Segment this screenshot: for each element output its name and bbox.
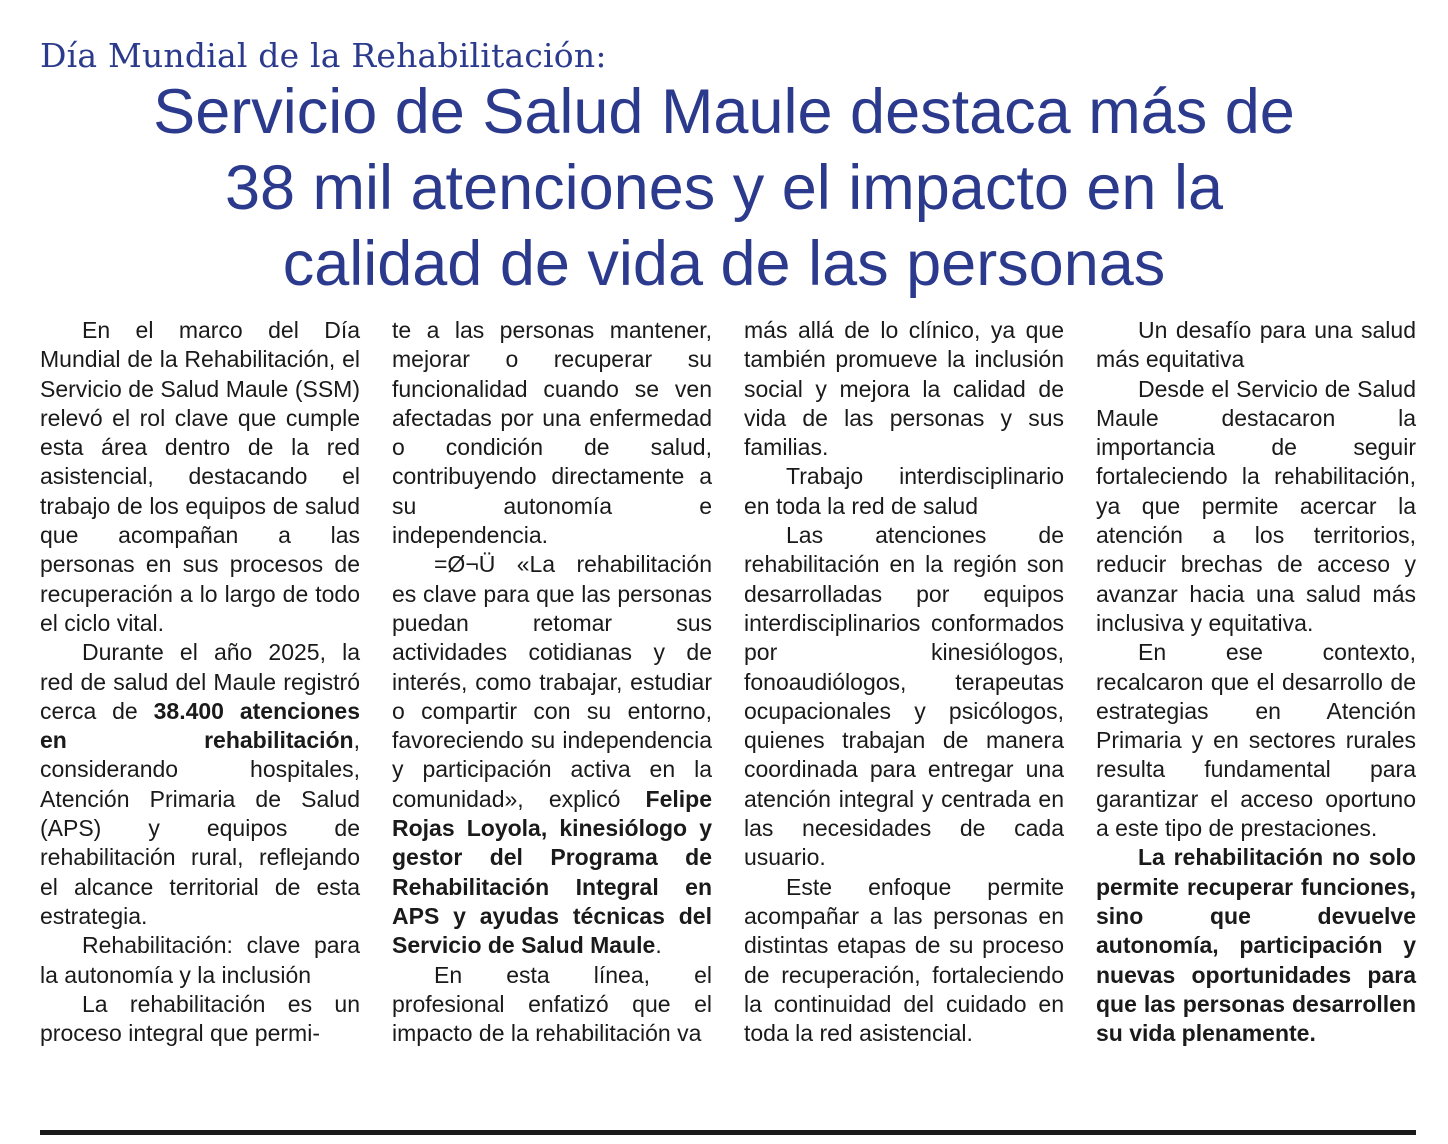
paragraph: Este enfoque permite acompañar a las personas en distintas etapas de su proceso de recuperación, fortaleciendo la continuidad del cuidado en toda la red asistencial. — [744, 873, 1064, 1047]
bold-closing: La rehabilitación no solo permite recuperar funciones, sino que devuelve autonomía, participación y nuevas oportunidades para que las personas desarrollen su vida plenamente. — [1096, 844, 1416, 1047]
paragraph: En el marco del Día Mundial de la Rehabilitación, el Servicio de Salud Maule (SSM) relevó el rol clave que cumple esta área dentro de la red asistencial, destacando el trabajo de los equipos de salud que acompañan a las personas en sus procesos de recuperación a lo largo de todo el ciclo vital. — [40, 317, 360, 636]
paragraph: Las atenciones de rehabilitación en la región son desarrolladas por equipos interdisciplinarios conformados por kinesiólogos, fonoaudiólogos, terapeutas ocupacionales y psicólogos, quienes trabajan de manera coordinada para entregar una atención integral y centrada en las necesidades de cada usuario. — [744, 522, 1064, 871]
paragraph: =Ø¬Ü «La rehabilitación es clave para que las personas puedan retomar sus actividades cotidianas y de interés, como trabajar, estudiar o compartir con su entorno, favoreciendo su independencia y participación activa en la comunidad», explicó Felipe Rojas Loyola, kinesiólogo y gestor del Programa de Rehabilitación Integral en APS y ayudas técnicas del Servicio de Salud Maule. — [392, 551, 712, 959]
subheading: Trabajo interdisciplinario en toda la red de salud — [744, 463, 1064, 519]
subheading: Rehabilitación: clave para la autonomía y la inclusión — [40, 932, 360, 988]
article-body — [40, 316, 1416, 1048]
bold-figure: 38.400 atenciones en rehabilitación — [40, 697, 360, 754]
bottom-rule — [40, 1130, 1416, 1135]
paragraph: Desde el Servicio de Salud Maule destacaron la importancia de seguir fortaleciendo la rehabilitación, ya que permite acercar la atención a los territorios, reducir brechas de acceso y avanzar hacia una salud más inclusiva y equitativa. — [1096, 375, 1416, 636]
paragraph: te a las personas mantener, mejorar o recuperar su funcionalidad cuando se ven afectadas por una enfermedad o condición de salud, contribuyendo directamente a su autonomía e independencia. — [392, 317, 712, 549]
column-2 — [392, 316, 712, 1048]
column-3 — [744, 316, 1064, 1048]
paragraph: En esta línea, el profesional enfatizó que el impacto de la rehabilitación va — [392, 961, 712, 1047]
headline-line: Servicio de Salud Maule destaca más de — [153, 77, 1295, 147]
paragraph: Durante el año 2025, la red de salud del Maule registró cerca de 38.400 atenciones en rehabilitación, considerando hospitales, Atención Primaria de Salud (APS) y equipos de rehabilitación rural, reflejando el alcance territorial de esta estrategia. — [40, 639, 360, 929]
subheading: Un desafío para una salud más equitativa — [1096, 317, 1416, 373]
paragraph — [1096, 843, 1416, 1048]
headline-line: calidad de vida de las personas — [282, 229, 1166, 299]
article-kicker: Día Mundial de la Rehabilitación: — [40, 36, 607, 75]
bold-attribution: Felipe Rojas Loyola, kinesiólogo y gestor del Programa de Rehabilitación Integral en APS y ayudas técnicas del Servicio de Salud Maule — [392, 785, 712, 959]
column-4 — [1096, 316, 1416, 1048]
column-1 — [40, 316, 360, 1048]
paragraph: más allá de lo clínico, ya que también promueve la inclusión social y mejora la calidad de vida de las personas y sus familias. — [744, 317, 1064, 461]
paragraph: La rehabilitación es un proceso integral que permi- — [40, 990, 360, 1047]
headline-line: 38 mil atenciones y el impacto en la — [224, 153, 1224, 223]
paragraph: En ese contexto, recalcaron que el desarrollo de estrategias en Atención Primaria y en sectores rurales resulta fundamental para garantizar el acceso oportuno a este tipo de prestaciones. — [1096, 639, 1416, 842]
article-headline — [40, 74, 1408, 302]
